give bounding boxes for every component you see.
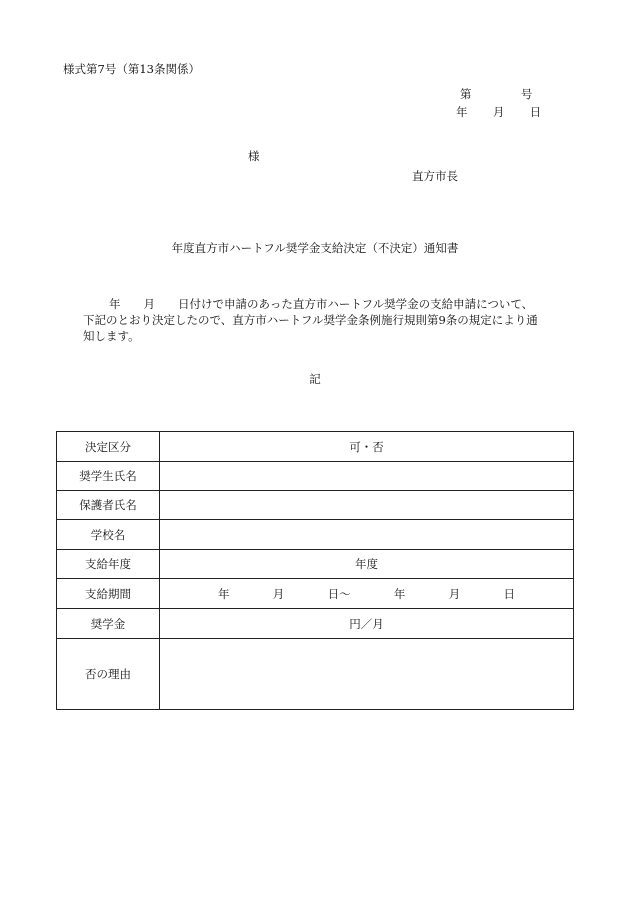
date-day: 日 bbox=[529, 105, 542, 119]
period-year-end: 年 bbox=[393, 586, 406, 601]
row-label: 奨学生氏名 bbox=[57, 462, 160, 491]
date-month: 月 bbox=[492, 105, 505, 119]
document-number-prefix: 第 bbox=[460, 87, 472, 101]
table-row bbox=[57, 520, 574, 550]
period-day-end: 日 bbox=[503, 586, 516, 601]
table-row bbox=[57, 432, 574, 462]
row-label: 否の理由 bbox=[57, 639, 160, 710]
guardian-name-value bbox=[160, 491, 574, 520]
rejection-reason-value bbox=[160, 639, 574, 710]
date-year: 年 bbox=[456, 105, 468, 119]
student-name-value bbox=[160, 462, 574, 491]
document-title: 年度直方市ハートフル奨学金支給決定（不決定）通知書 bbox=[171, 241, 459, 255]
payment-year-value: 年度 bbox=[160, 550, 574, 579]
school-name-value bbox=[160, 520, 574, 550]
body-line-2: 下記のとおり決定したので、直方市ハートフル奨学金条例施行規則第9条の規定により通 bbox=[83, 313, 538, 327]
period-month-start: 月 bbox=[272, 586, 285, 601]
sender-name: 直方市長 bbox=[412, 169, 458, 183]
body-text bbox=[83, 296, 563, 344]
row-label: 決定区分 bbox=[57, 432, 160, 462]
row-label: 奨学金 bbox=[57, 609, 160, 639]
decision-value: 可・否 bbox=[160, 432, 574, 462]
period-month-end: 月 bbox=[448, 586, 461, 601]
row-label: 学校名 bbox=[57, 520, 160, 550]
period-day-start: 日～ bbox=[327, 586, 351, 601]
body-line-3: 知します。 bbox=[83, 329, 140, 343]
table-row bbox=[57, 491, 574, 520]
table-row bbox=[57, 579, 574, 609]
addressee: 様 bbox=[248, 149, 260, 163]
ki-heading: 記 bbox=[309, 372, 321, 386]
row-label: 保護者氏名 bbox=[57, 491, 160, 520]
form-number-header: 様式第7号（第13条関係） bbox=[63, 62, 200, 76]
payment-period-value bbox=[160, 579, 574, 609]
scholarship-amount-value: 円／月 bbox=[160, 609, 574, 639]
body-line-1: 年 月 日付けで申請のあった直方市ハートフル奨学金の支給申請について、 bbox=[109, 297, 534, 311]
document-number bbox=[460, 89, 532, 101]
document-number-suffix: 号 bbox=[520, 87, 533, 101]
row-label: 支給年度 bbox=[57, 550, 160, 579]
row-label: 支給期間 bbox=[57, 579, 160, 609]
table-row bbox=[57, 462, 574, 491]
issue-date bbox=[456, 107, 541, 119]
table-row bbox=[57, 639, 574, 710]
table-row bbox=[57, 609, 574, 639]
decision-table bbox=[56, 431, 574, 710]
period-year-start: 年 bbox=[217, 586, 230, 601]
table-row bbox=[57, 550, 574, 579]
